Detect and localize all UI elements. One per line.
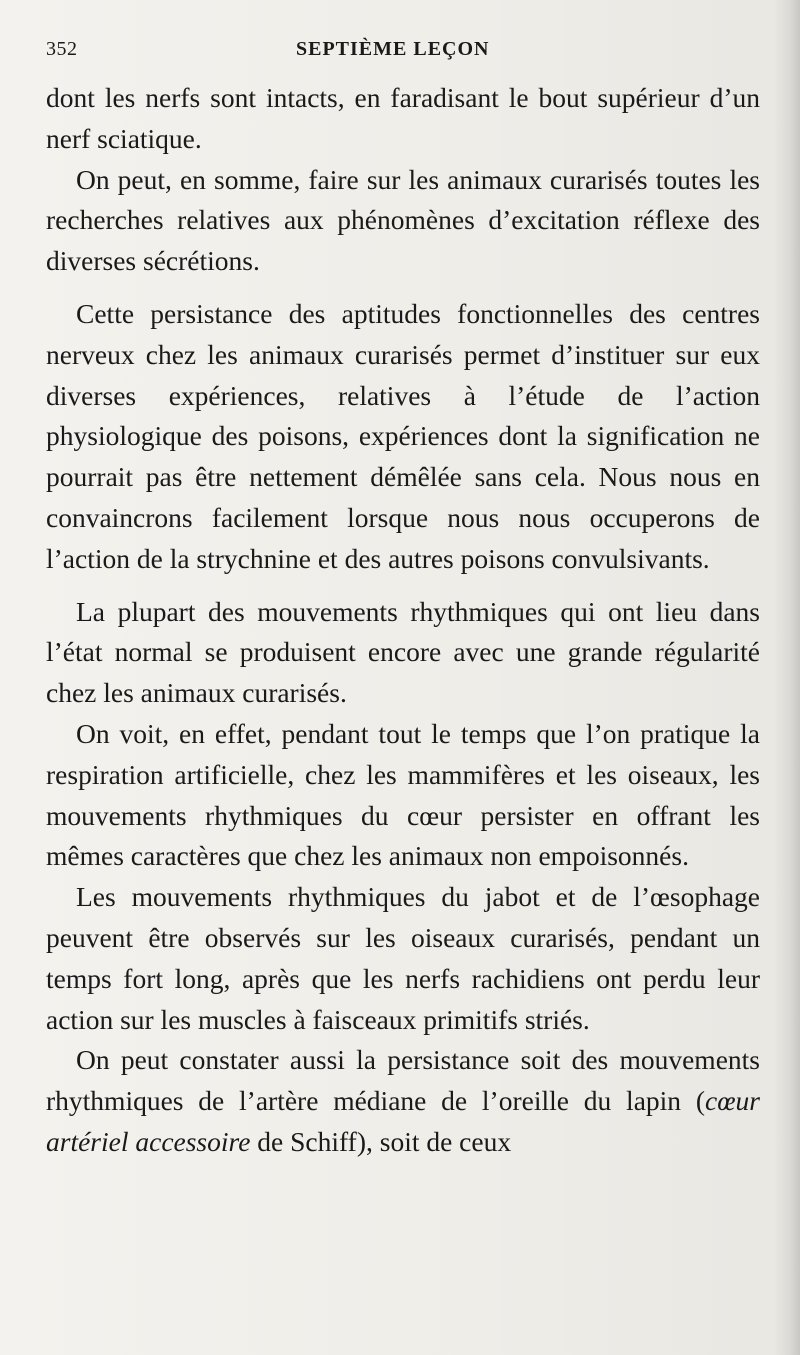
paragraph-artery-text-before: On peut constater aussi la persistance soit des mouvements rhythmiques de l’artère médiane de l’oreille du lapin ( [46,1044,760,1117]
body-text [46,78,760,1163]
paragraph-rhythmic-movements: La plupart des mouvements rhythmiques qui ont lieu dans l’état normal se produisent encore avec une grande régularité chez les animaux curarisés. [46,595,760,709]
paragraph-artery-text-after: de Schiff), soit de ceux [250,1125,512,1157]
paragraph-heart: On voit, en effet, pendant tout le temps que l’on pratique la respiration artificielle, chez les mammifères et les oiseaux, les mouvements rhythmiques du cœur persister en offrant les mêmes caractères que chez les animaux non empoisonnés. [46,717,760,872]
running-head: SEPTIÈME LEÇON [296,38,490,60]
page-number: 352 [46,38,78,60]
paragraph-summary: On peut, en somme, faire sur les animaux curarisés toutes les recherches relatives aux phénomènes d’excitation réflexe des diverses sécrétions. [46,163,760,277]
paragraph-oesophagus: Les mouvements rhythmiques du jabot et de l’œsophage peuvent être observés sur les oiseaux curarisés, pendant un temps fort long, après que les nerfs rachidiens ont perdu leur action sur les muscles à faisceaux primitifs striés. [46,881,760,1035]
paragraph-persistence: Cette persistance des aptitudes fonctionnelles des centres nerveux chez les animaux curarisés permet d’instituer sur eux diverses expériences, relatives à l’étude de l’action physiologique des poisons, expériences dont la signification ne pourrait pas être nettement démêlée sans cela. Nous nous en convaincrons facilement lorsque nous nous occuperons de l’action de la strychnine et des autres poisons convulsivants. [46,297,760,574]
paragraph-artery-italic: cœur artériel accessoire [46,1085,760,1157]
paragraph-continuation: dont les nerfs sont intacts, en faradisant le bout supérieur d’un nerf sciatique. [46,82,760,154]
page-edge-shadow [774,0,800,1355]
paragraph-artery [46,1040,760,1162]
page-header [46,38,760,78]
